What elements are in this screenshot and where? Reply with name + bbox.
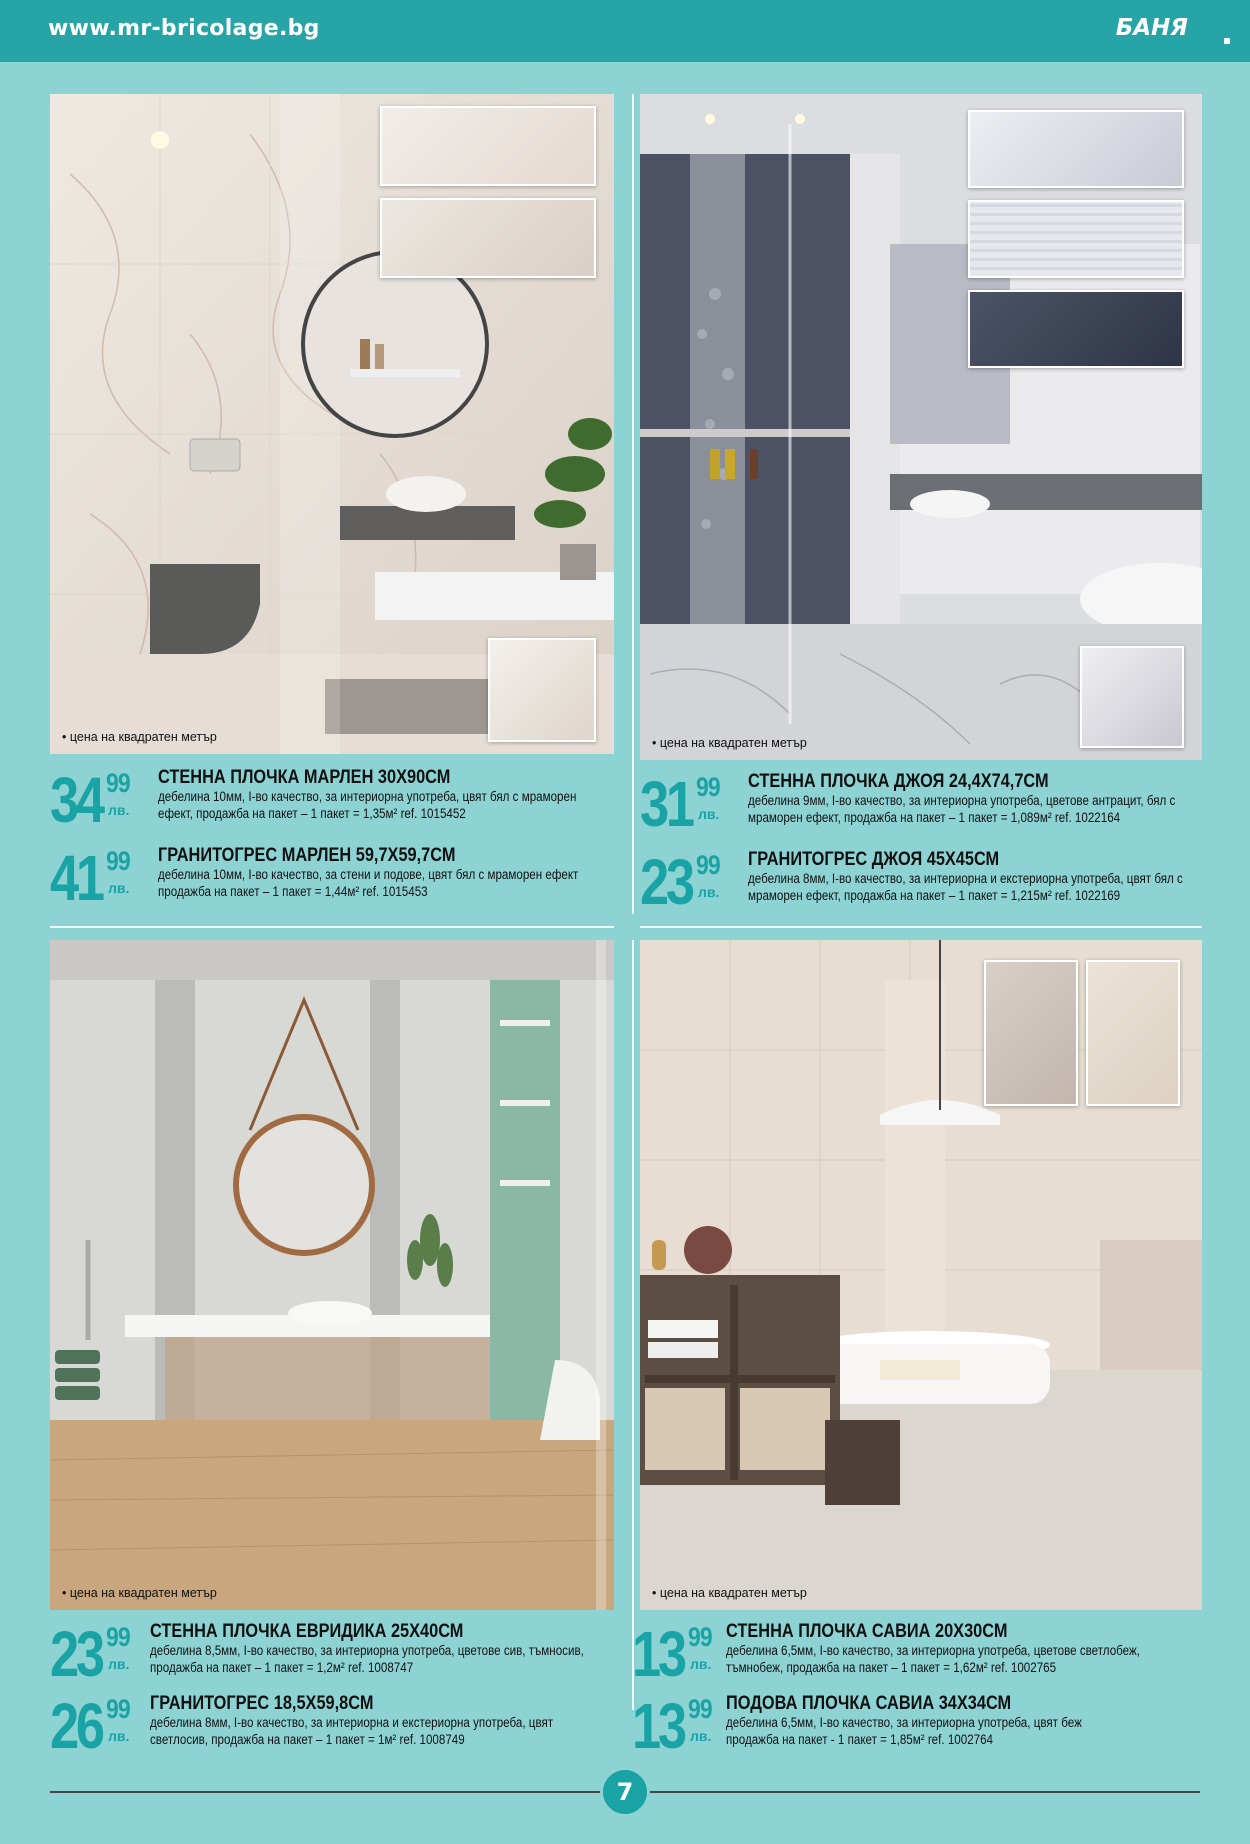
product-savia-floor bbox=[632, 1690, 1202, 1764]
product-title: ГРАНИТОГРЕС МАРЛЕН 59,7X59,7СМ bbox=[158, 845, 456, 866]
price-tag bbox=[50, 1618, 142, 1700]
currency: лв. bbox=[690, 1728, 712, 1744]
product-desc bbox=[158, 846, 647, 900]
price-cents: 99 bbox=[696, 850, 720, 880]
product-title: СТЕННА ПЛОЧКА ДЖОЯ 24,4X74,7СМ bbox=[748, 771, 1049, 792]
price-tag bbox=[50, 842, 142, 924]
swatch-marlen-floor bbox=[488, 638, 596, 742]
price-int: 23 bbox=[50, 1618, 102, 1690]
product-spec: дебелина 8мм, I-во качество, за интериорна и екстериорна употреба, цвят bbox=[150, 1715, 554, 1730]
product-title: ПОДОВА ПЛОЧКА САВИА 34X34СМ bbox=[726, 1693, 1012, 1714]
price-tag bbox=[640, 846, 732, 928]
header-bar bbox=[0, 0, 1250, 62]
product-desc bbox=[748, 772, 1245, 826]
divider-vertical-bottom bbox=[632, 940, 634, 1710]
product-desc bbox=[158, 768, 644, 822]
product-desc bbox=[748, 850, 1250, 904]
price-note: • цена на квадратен метър bbox=[62, 730, 217, 744]
product-title: ГРАНИТОГРЕС 18,5X59,8СМ bbox=[150, 1693, 374, 1714]
price-note: • цена на квадратен метър bbox=[652, 736, 807, 750]
price-int: 34 bbox=[50, 764, 102, 836]
price-tag bbox=[50, 1690, 142, 1772]
photo-joya-bathroom bbox=[640, 94, 1202, 760]
swatch-marlen-wall-1 bbox=[380, 106, 596, 186]
currency: лв. bbox=[690, 1656, 712, 1672]
price-tag bbox=[640, 768, 732, 850]
swatch-joya-wall-1 bbox=[968, 110, 1184, 188]
product-title: СТЕННА ПЛОЧКА МАРЛЕН 30X90СМ bbox=[158, 767, 451, 788]
price-cents: 99 bbox=[688, 1622, 712, 1652]
product-desc bbox=[726, 1622, 1207, 1676]
header-dot bbox=[1224, 38, 1230, 44]
product-savia-wall bbox=[632, 1618, 1202, 1692]
product-spec: ефект, продажба на пакет – 1 пакет = 1,35м² ref. 1015452 bbox=[158, 806, 466, 821]
currency: лв. bbox=[108, 802, 130, 818]
product-spec: продажба на пакет – 1 пакет = 1,2м² ref. 1008747 bbox=[150, 1660, 414, 1675]
price-int: 13 bbox=[632, 1618, 684, 1690]
price-cents: 99 bbox=[106, 768, 130, 798]
product-desc bbox=[150, 1622, 654, 1676]
price-cents: 99 bbox=[106, 846, 130, 876]
product-granite-185x598 bbox=[50, 1690, 614, 1764]
price-int: 31 bbox=[640, 768, 692, 840]
swatch-marlen-wall-2 bbox=[380, 198, 596, 278]
currency: лв. bbox=[698, 806, 720, 822]
product-spec: дебелина 6,5мм, I-во качество, за интериорна употреба, цветове светлобеж, bbox=[726, 1643, 1141, 1658]
evridika-scene bbox=[50, 940, 614, 1610]
product-title: СТЕННА ПЛОЧКА САВИА 20X30СМ bbox=[726, 1621, 1008, 1642]
price-tag bbox=[632, 1690, 724, 1772]
price-int: 41 bbox=[50, 842, 102, 914]
swatch-joya-wall-3 bbox=[968, 290, 1184, 368]
currency: лв. bbox=[108, 880, 130, 896]
price-cents: 99 bbox=[106, 1622, 130, 1652]
photo-marlen-bathroom bbox=[50, 94, 614, 754]
price-cents: 99 bbox=[688, 1694, 712, 1724]
price-note: • цена на квадратен метър bbox=[62, 1586, 217, 1600]
product-spec: продажба на пакет - 1 пакет = 1,85м² ref. 1002764 bbox=[726, 1732, 994, 1747]
product-spec: дебелина 6,5мм, I-во качество, за интериорна употреба, цвят беж bbox=[726, 1715, 1082, 1730]
product-spec: тъмнобеж, продажба на пакет – 1 пакет = 1,62м² ref. 1002765 bbox=[726, 1660, 1057, 1675]
section-title: БАНЯ bbox=[1115, 15, 1188, 41]
divider-horizontal-left bbox=[50, 926, 614, 928]
currency: лв. bbox=[698, 884, 720, 900]
product-spec: дебелина 9мм, I-во качество, за интериорна употреба, цветове антрацит, бял с bbox=[748, 793, 1176, 808]
price-cents: 99 bbox=[696, 772, 720, 802]
product-spec: дебелина 8мм, I-во качество, за интериорна и екстериорна употреба, цвят бял с bbox=[748, 871, 1183, 886]
swatch-joya-floor bbox=[1080, 646, 1184, 748]
product-spec: продажба на пакет – 1 пакет = 1,44м² ref. 1015453 bbox=[158, 884, 428, 899]
product-joya-wall bbox=[640, 768, 1202, 842]
photo-savia-bathroom bbox=[640, 940, 1202, 1610]
price-note: • цена на квадратен метър bbox=[652, 1586, 807, 1600]
product-title: СТЕННА ПЛОЧКА ЕВРИДИКА 25X40СМ bbox=[150, 1621, 464, 1642]
swatch-savia-wall bbox=[984, 960, 1078, 1106]
product-desc bbox=[150, 1694, 619, 1748]
product-spec: дебелина 8,5мм, I-во качество, за интериорна употреба, цветове сив, тъмносив, bbox=[150, 1643, 584, 1658]
product-desc bbox=[726, 1694, 1140, 1748]
product-spec: светлосив, продажба на пакет – 1 пакет = 1м² ref. 1008749 bbox=[150, 1732, 465, 1747]
product-joya-granite bbox=[640, 846, 1202, 920]
product-marlen-wall bbox=[50, 764, 614, 838]
price-int: 26 bbox=[50, 1690, 102, 1762]
site-url[interactable]: www.mr-bricolage.bg bbox=[48, 16, 320, 41]
swatch-savia-floor bbox=[1086, 960, 1180, 1106]
price-int: 23 bbox=[640, 846, 692, 918]
product-title: ГРАНИТОГРЕС ДЖОЯ 45X45СМ bbox=[748, 849, 1000, 870]
price-cents: 99 bbox=[106, 1694, 130, 1724]
product-spec: дебелина 10мм, I-во качество, за стени и подове, цвят бял с мраморен ефект bbox=[158, 867, 579, 882]
photo-evridika-bathroom bbox=[50, 940, 614, 1610]
product-spec: мраморен ефект, продажба на пакет – 1 пакет = 1,215м² ref. 1022169 bbox=[748, 888, 1121, 903]
swatch-joya-wall-2 bbox=[968, 200, 1184, 278]
product-marlen-granite bbox=[50, 842, 614, 916]
page-number: 7 bbox=[600, 1767, 650, 1817]
currency: лв. bbox=[108, 1728, 130, 1744]
currency: лв. bbox=[108, 1656, 130, 1672]
product-spec: дебелина 10мм, I-во качество, за интериорна употреба, цвят бял с мраморен bbox=[158, 789, 577, 804]
price-tag bbox=[50, 764, 142, 846]
product-spec: мраморен ефект, продажба на пакет – 1 пакет = 1,089м² ref. 1022164 bbox=[748, 810, 1121, 825]
product-evridika-wall bbox=[50, 1618, 614, 1692]
price-int: 13 bbox=[632, 1690, 684, 1762]
price-tag bbox=[632, 1618, 724, 1700]
